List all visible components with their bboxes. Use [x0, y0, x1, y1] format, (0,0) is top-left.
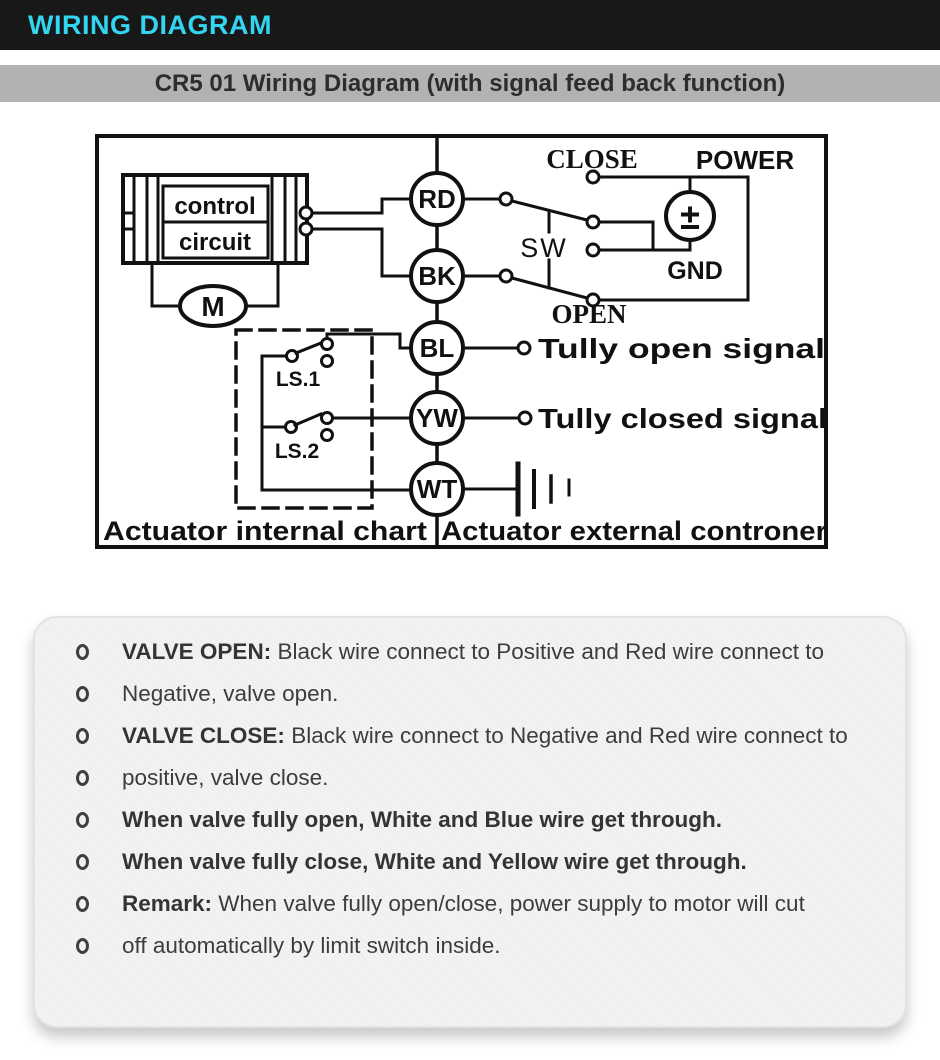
label-motor: M	[201, 291, 225, 322]
note-item	[76, 841, 885, 883]
bullet-ring-icon	[76, 938, 89, 954]
bullet-ring-icon	[76, 812, 89, 828]
note-text: Negative, valve open.	[122, 681, 339, 706]
note-item	[76, 715, 885, 757]
battery-icon	[518, 464, 569, 514]
note-item	[76, 925, 885, 967]
label-control: control	[174, 193, 256, 220]
diagram-subtitle: CR5 01 Wiring Diagram (with signal feed back function)	[154, 69, 786, 97]
label-power: POWER	[695, 145, 795, 175]
caption-internal: Actuator internal chart	[103, 516, 427, 546]
bullet-ring-icon	[76, 770, 89, 786]
note-text: positive, valve close.	[122, 765, 329, 790]
wire-to-bk	[312, 229, 411, 276]
wire-to-rd	[312, 199, 411, 213]
notes-card	[33, 616, 907, 1028]
label-bl: BL	[419, 333, 455, 363]
ls1-arm	[296, 343, 321, 353]
label-yw: YW	[416, 403, 458, 433]
note-text: When valve fully open, White and Blue wire get through.	[122, 807, 723, 832]
bullet-ring-icon	[76, 644, 89, 660]
page-title: WIRING DIAGRAM	[28, 9, 272, 40]
label-close: CLOSE	[546, 144, 638, 174]
label-fully-closed: Tully closed signal	[538, 403, 827, 434]
label-sw: SW	[520, 233, 568, 263]
ls1-to-bl	[327, 334, 411, 348]
note-text: off automatically by limit switch inside.	[122, 933, 501, 958]
ls2-arm	[295, 414, 321, 425]
label-rd: RD	[418, 184, 456, 214]
label-fully-open: Tully open signal	[538, 333, 825, 364]
label-open: OPEN	[551, 299, 627, 329]
label-gnd: GND	[667, 257, 723, 285]
label-ls1: LS.1	[275, 368, 321, 391]
bullet-ring-icon	[76, 728, 89, 744]
bullet-ring-icon	[76, 896, 89, 912]
bullet-ring-icon	[76, 854, 89, 870]
note-item	[76, 799, 885, 841]
label-wt: WT	[416, 474, 458, 504]
note-item	[76, 757, 885, 799]
note-item	[76, 883, 885, 925]
note-item	[76, 631, 885, 673]
note-item	[76, 673, 885, 715]
label-plus-minus: ±	[680, 196, 700, 237]
notes-list	[76, 631, 885, 967]
label-bk: BK	[418, 261, 456, 291]
label-circuit: circuit	[178, 229, 252, 256]
note-text: VALVE CLOSE: Black wire connect to Negative and Red wire connect to	[122, 723, 848, 748]
terminal-node	[300, 207, 312, 219]
caption-external: Actuator external controner	[441, 516, 828, 546]
limit-switch-box	[236, 330, 411, 508]
label-ls2: LS.2	[274, 440, 320, 463]
terminal-node	[300, 223, 312, 235]
note-text: VALVE OPEN: Black wire connect to Positive and Red wire connect to	[122, 639, 824, 664]
note-text: Remark: When valve fully open/close, power supply to motor will cut	[122, 891, 805, 916]
bullet-ring-icon	[76, 686, 89, 702]
note-text: When valve fully close, White and Yellow wire get through.	[122, 849, 747, 874]
